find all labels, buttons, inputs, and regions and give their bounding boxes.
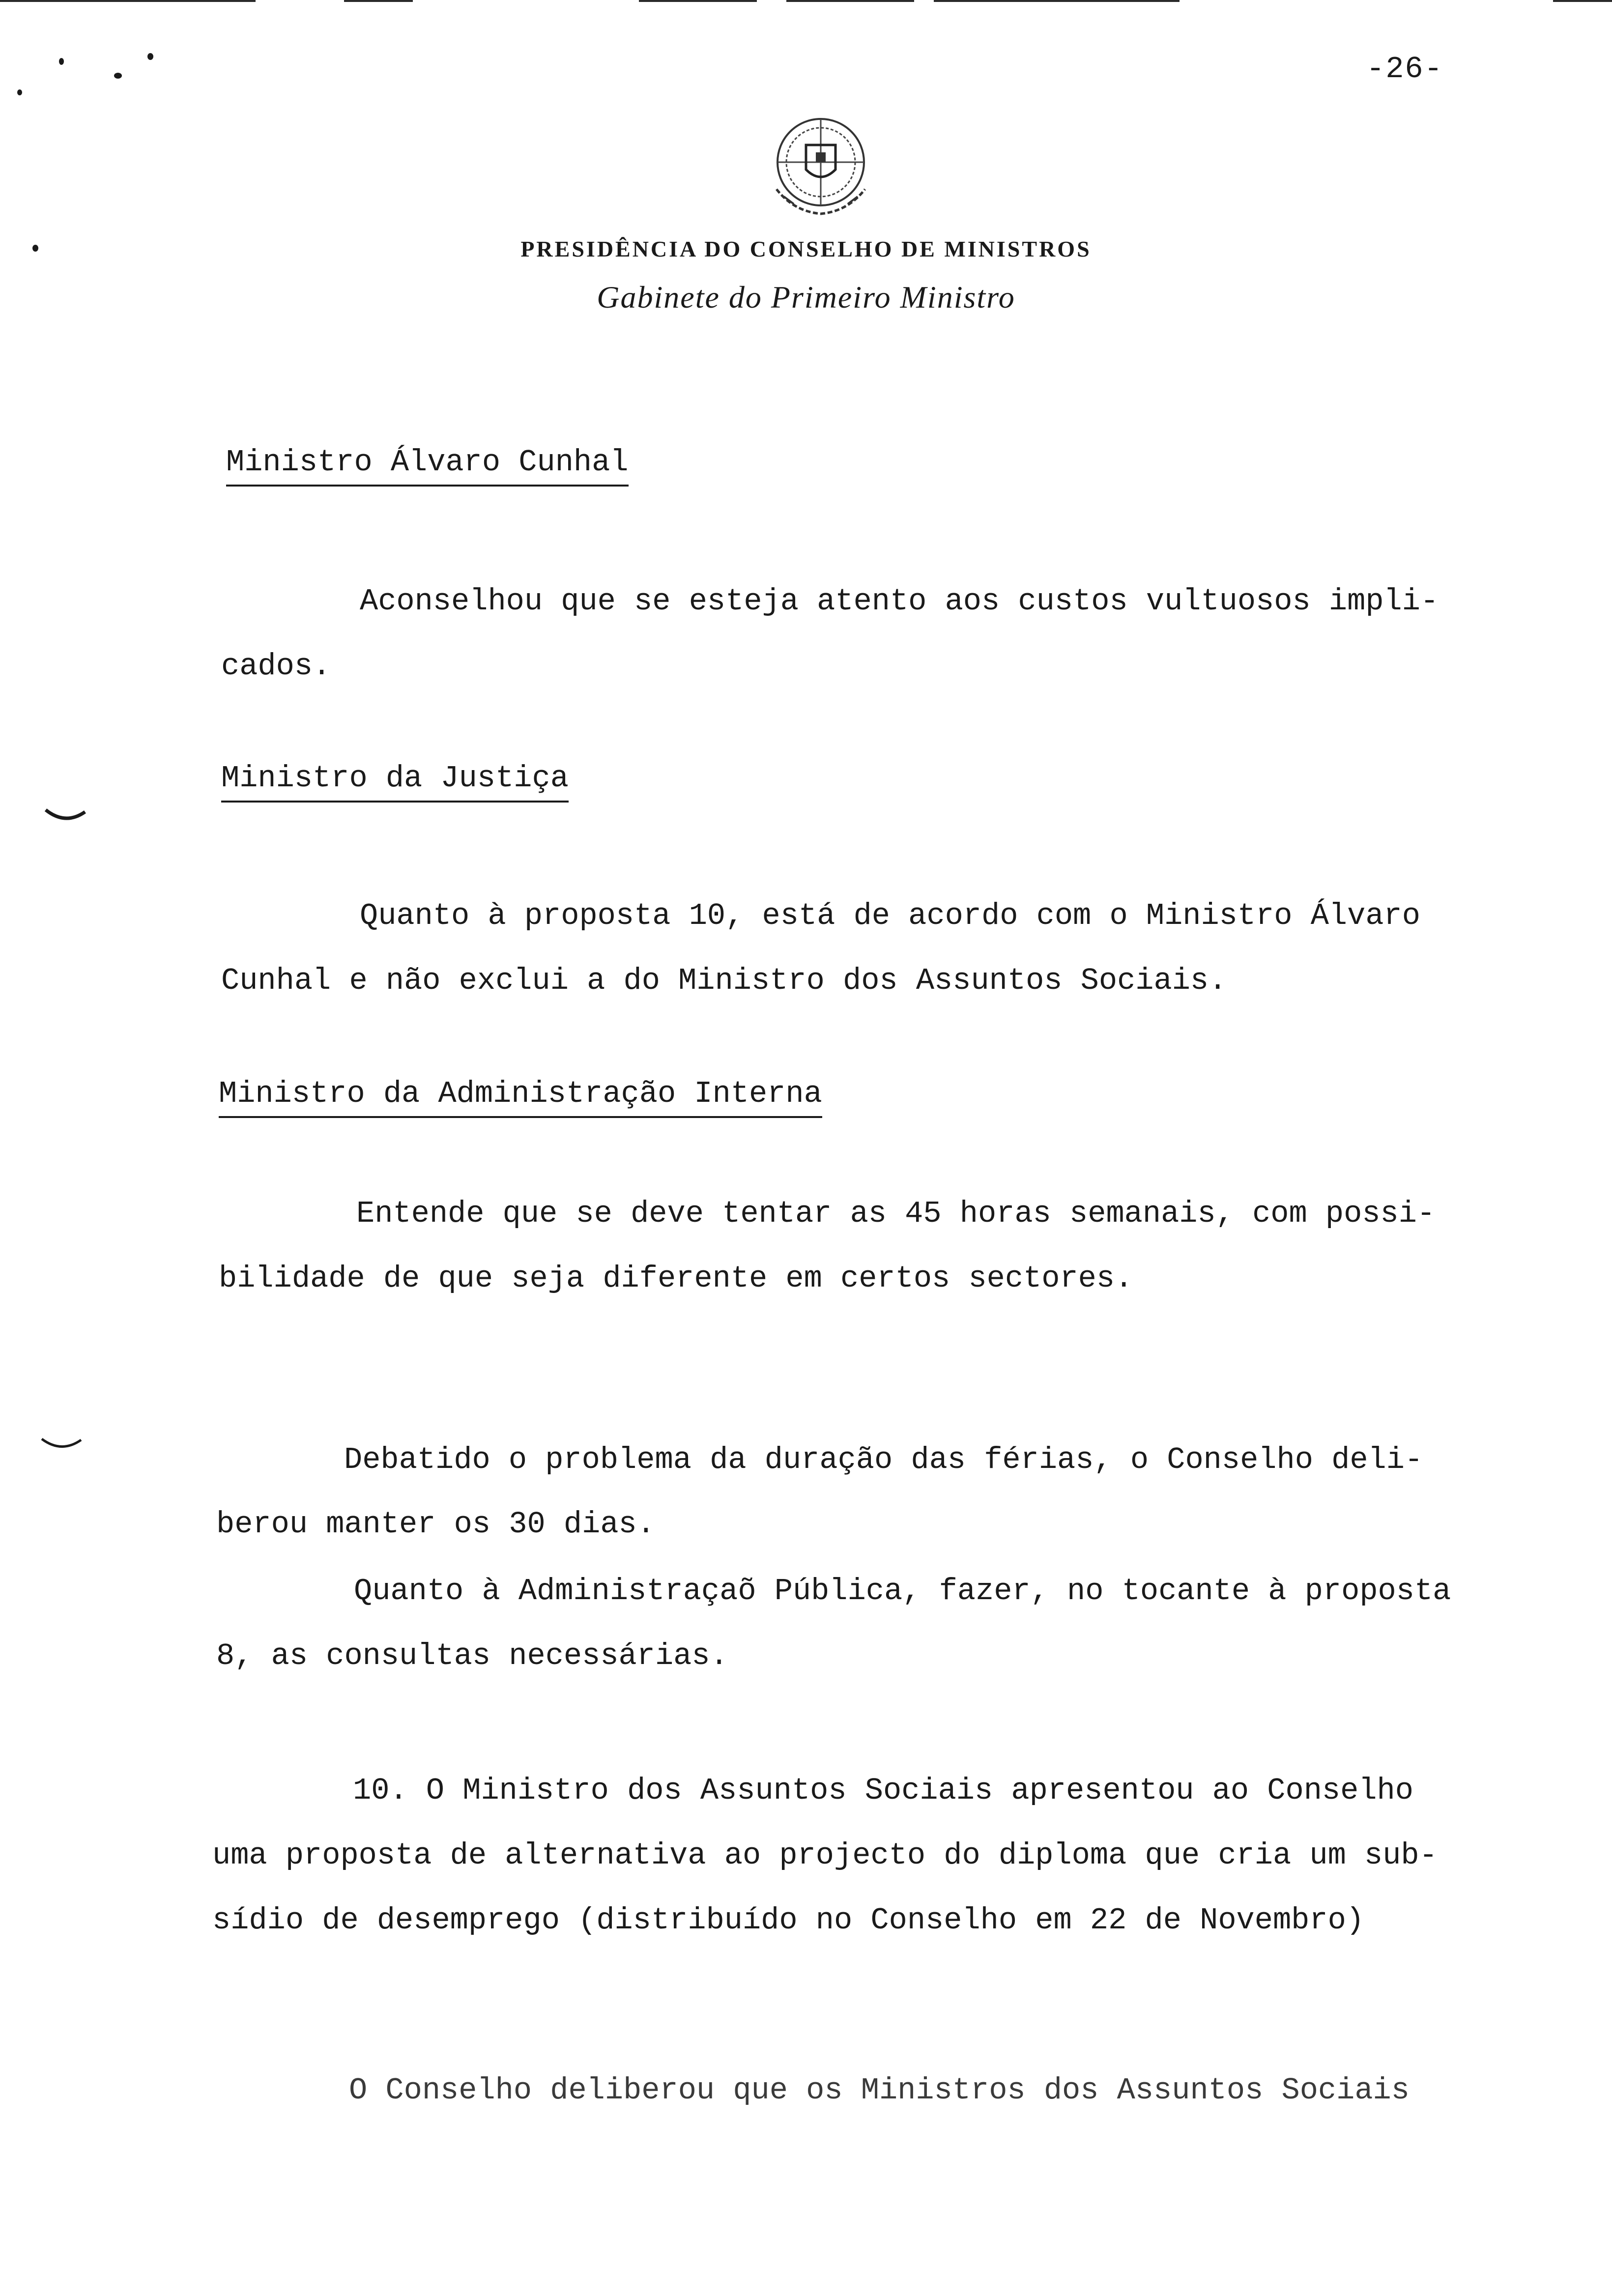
scan-speck: [17, 89, 22, 95]
section-heading: Ministro da Justiça: [221, 761, 569, 803]
top-border-line: [934, 0, 1180, 2]
paragraph-line: uma proposta de alternativa ao projecto do diploma que cria um sub-: [212, 1838, 1438, 1873]
paragraph-line: Debatido o problema da duração das férias, o Conselho deli-: [344, 1442, 1423, 1477]
top-border-line: [639, 0, 757, 2]
top-border-line: [0, 0, 256, 2]
paragraph-line: Entende que se deve tentar as 45 horas semanais, com possi-: [356, 1196, 1436, 1231]
section-heading: Ministro Álvaro Cunhal: [226, 445, 629, 487]
page-number: -26-: [1366, 52, 1443, 86]
paragraph-line: O Conselho deliberou que os Ministros dos Assuntos Sociais: [349, 2073, 1410, 2108]
coat-of-arms-icon: [764, 111, 877, 224]
paragraph-line: Cunhal e não exclui a do Ministro dos Assuntos Sociais.: [221, 963, 1227, 998]
scan-speck: [147, 53, 153, 60]
office-title: PRESIDÊNCIA DO CONSELHO DE MINISTROS: [520, 236, 1092, 261]
office-subtitle: Gabinete do Primeiro Ministro: [597, 280, 1015, 315]
scan-speck: [59, 58, 64, 65]
top-border-line: [1553, 0, 1612, 2]
paragraph-line: 10. O Ministro dos Assuntos Sociais apresentou ao Conselho: [353, 1773, 1413, 1808]
top-border-line: [344, 0, 413, 2]
paragraph-line: Aconselhou que se esteja atento aos custos vultuosos impli-: [360, 584, 1439, 619]
hole-punch-mark: [43, 806, 87, 826]
paragraph-line: Quanto à proposta 10, está de acordo com o Ministro Álvaro: [360, 898, 1420, 933]
paragraph-line: Quanto à Administraçaõ Pública, fazer, no tocante à proposta: [354, 1574, 1451, 1608]
section-heading: Ministro da Administração Interna: [219, 1076, 822, 1118]
paragraph-line: sídio de desemprego (distribuído no Conselho em 22 de Novembro): [212, 1903, 1364, 1938]
paragraph-line: bilidade de que seja diferente em certos sectores.: [219, 1261, 1133, 1296]
paragraph-line: cados.: [221, 649, 331, 684]
scan-speck: [114, 73, 122, 79]
hole-punch-mark: [39, 1435, 84, 1455]
paragraph-line: 8, as consultas necessárias.: [216, 1638, 728, 1673]
paragraph-line: berou manter os 30 dias.: [216, 1507, 655, 1542]
top-border-line: [786, 0, 914, 2]
